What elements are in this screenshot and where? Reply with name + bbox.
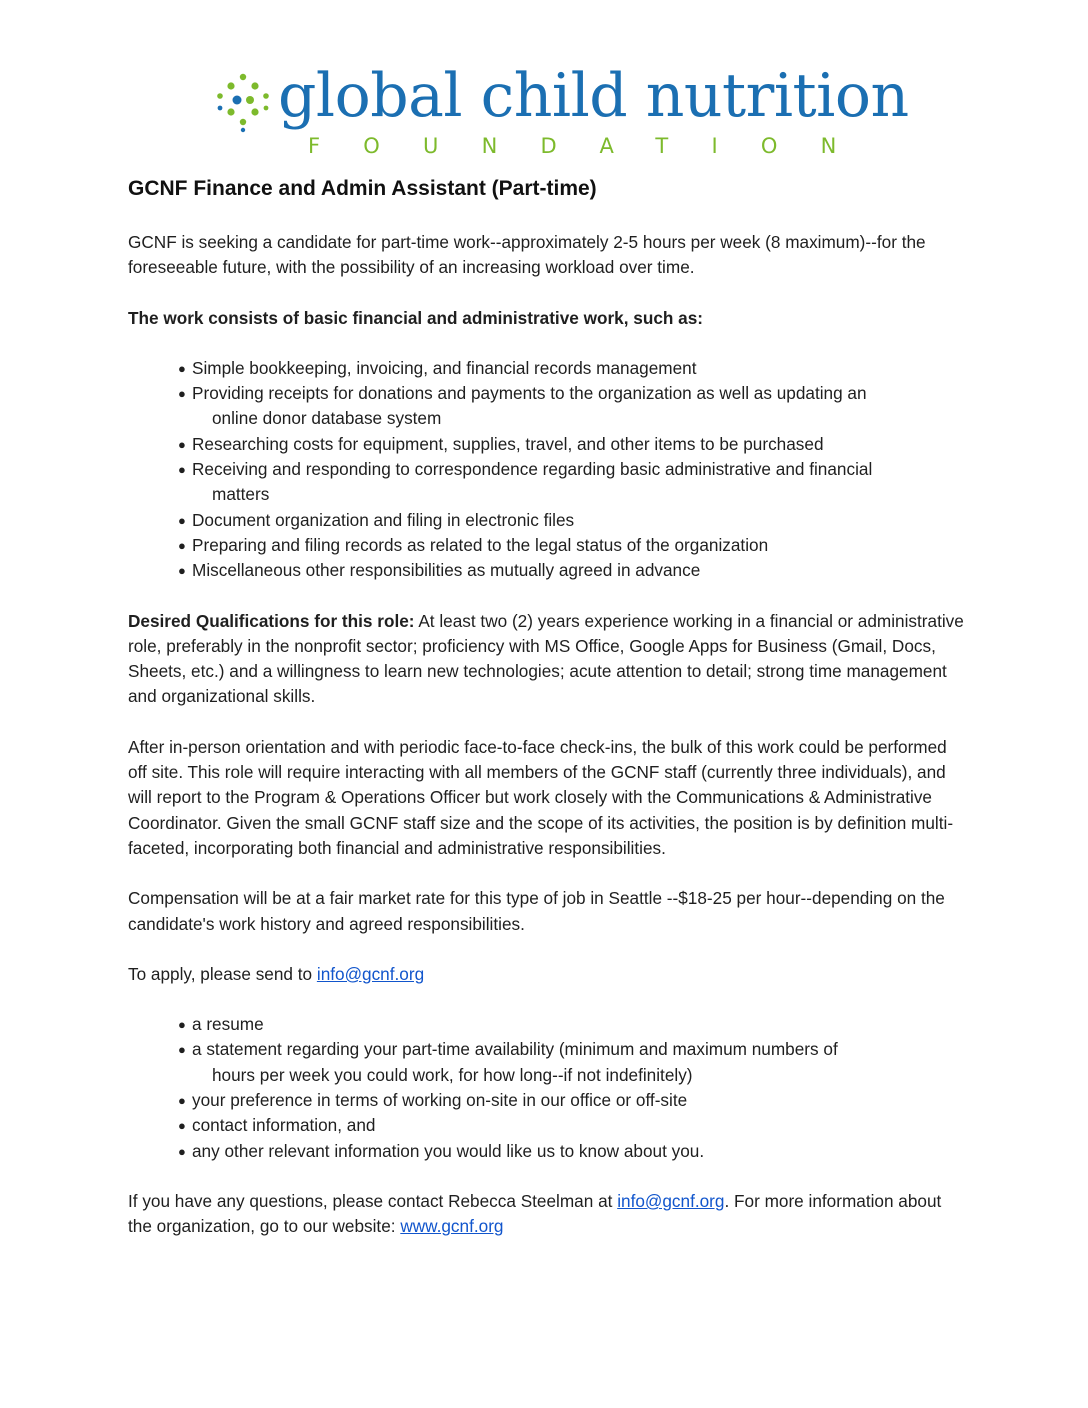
logo-subtitle: FOUNDATION: [308, 134, 880, 158]
bullet-icon: ●: [178, 1017, 186, 1033]
list-item: ● contact information, and: [178, 1113, 968, 1138]
work-heading: The work consists of basic financial and administrative work, such as:: [128, 307, 703, 328]
bullet-icon: ●: [178, 1042, 186, 1058]
contact-paragraph: If you have any questions, please contact Rebecca Steelman at info@gcnf.org. For more information about the organization, go to our website: www.gcnf.org: [128, 1190, 942, 1237]
bullet-icon: ●: [178, 512, 186, 528]
bullet-icon: ●: [178, 537, 186, 553]
list-item: ● Providing receipts for donations and payments to the organization as well as updating an online donor database system: [178, 383, 867, 429]
bullet-icon: ●: [178, 1143, 186, 1159]
bullet-icon: ●: [178, 563, 186, 579]
bullet-icon: ●: [178, 386, 186, 402]
bullet-icon: ●: [178, 462, 186, 478]
qualifications-label: Desired Qualifications for this role:: [128, 610, 415, 631]
list-item: ● a statement regarding your part-time availability (minimum and maximum numbers of hours per week you could work, for how long--if not indefinitely): [178, 1039, 838, 1085]
duties-list: [128, 356, 968, 584]
apply-paragraph: To apply, please send to info@gcnf.org: [128, 963, 425, 984]
list-item: ● a resume: [178, 1012, 968, 1037]
website-link[interactable]: www.gcnf.org: [400, 1216, 504, 1237]
qualifications-text: At least two (2) years experience working in a financial or administrative role, preferably in the nonprofit sector; proficiency with MS Office, Google Apps for Business (Gmail, Docs, Sheets, etc.) and a willingness to learn new technologies; acute attention to detail; strong time management and organizational skills.: [128, 610, 964, 707]
list-item: ● Simple bookkeeping, invoicing, and financial records management: [178, 356, 968, 381]
contact-email-link[interactable]: info@gcnf.org: [617, 1190, 725, 1211]
bullet-icon: ●: [178, 360, 186, 376]
list-item: ● Receiving and responding to correspondence regarding basic administrative and financial matters: [178, 459, 873, 505]
logo-name: global child nutrition: [278, 61, 909, 131]
list-item: ● any other relevant information you would like us to know about you.: [178, 1139, 968, 1164]
page-title: GCNF Finance and Admin Assistant (Part-time): [128, 177, 597, 200]
intro-paragraph: GCNF is seeking a candidate for part-time work--approximately 2-5 hours per week (8 maximum)--for the foreseeable future, with the possibility of an increasing workload over time.: [128, 232, 926, 278]
bullet-icon: ●: [178, 1093, 186, 1109]
qualifications-paragraph: [128, 609, 968, 710]
list-item: ● Preparing and filing records as related to the legal status of the organization: [178, 533, 968, 558]
apply-items-list: [128, 1012, 968, 1164]
orientation-paragraph: After in-person orientation and with periodic face-to-face check-ins, the bulk of this work could be performed off site. This role will require interacting with all members of the GCNF staff (currently three individuals), and will report to the Program & Operations Officer but work closely with the Communications & Administrative Coordinator. Given the small GCNF staff size and the scope of its activities, the position is by definition multi-faceted, incorporating both financial and administrative responsibilities.: [128, 736, 954, 858]
list-item: ● Researching costs for equipment, supplies, travel, and other items to be purchased: [178, 432, 968, 457]
apply-email-link[interactable]: info@gcnf.org: [316, 963, 425, 984]
bullet-icon: ●: [178, 436, 186, 452]
compensation-paragraph: Compensation will be at a fair market rate for this type of job in Seattle --$18-25 per hour--depending on the candidate's work history and agreed responsibilities.: [128, 888, 945, 934]
job-posting: [128, 175, 968, 1240]
list-item: ● your preference in terms of working on-site in our office or off-site: [178, 1088, 968, 1113]
logo-dots-icon: [214, 72, 272, 134]
list-item: ● Miscellaneous other responsibilities as mutually agreed in advance: [178, 558, 968, 583]
bullet-icon: ●: [178, 1118, 186, 1134]
list-item: ● Document organization and filing in electronic files: [178, 508, 968, 533]
